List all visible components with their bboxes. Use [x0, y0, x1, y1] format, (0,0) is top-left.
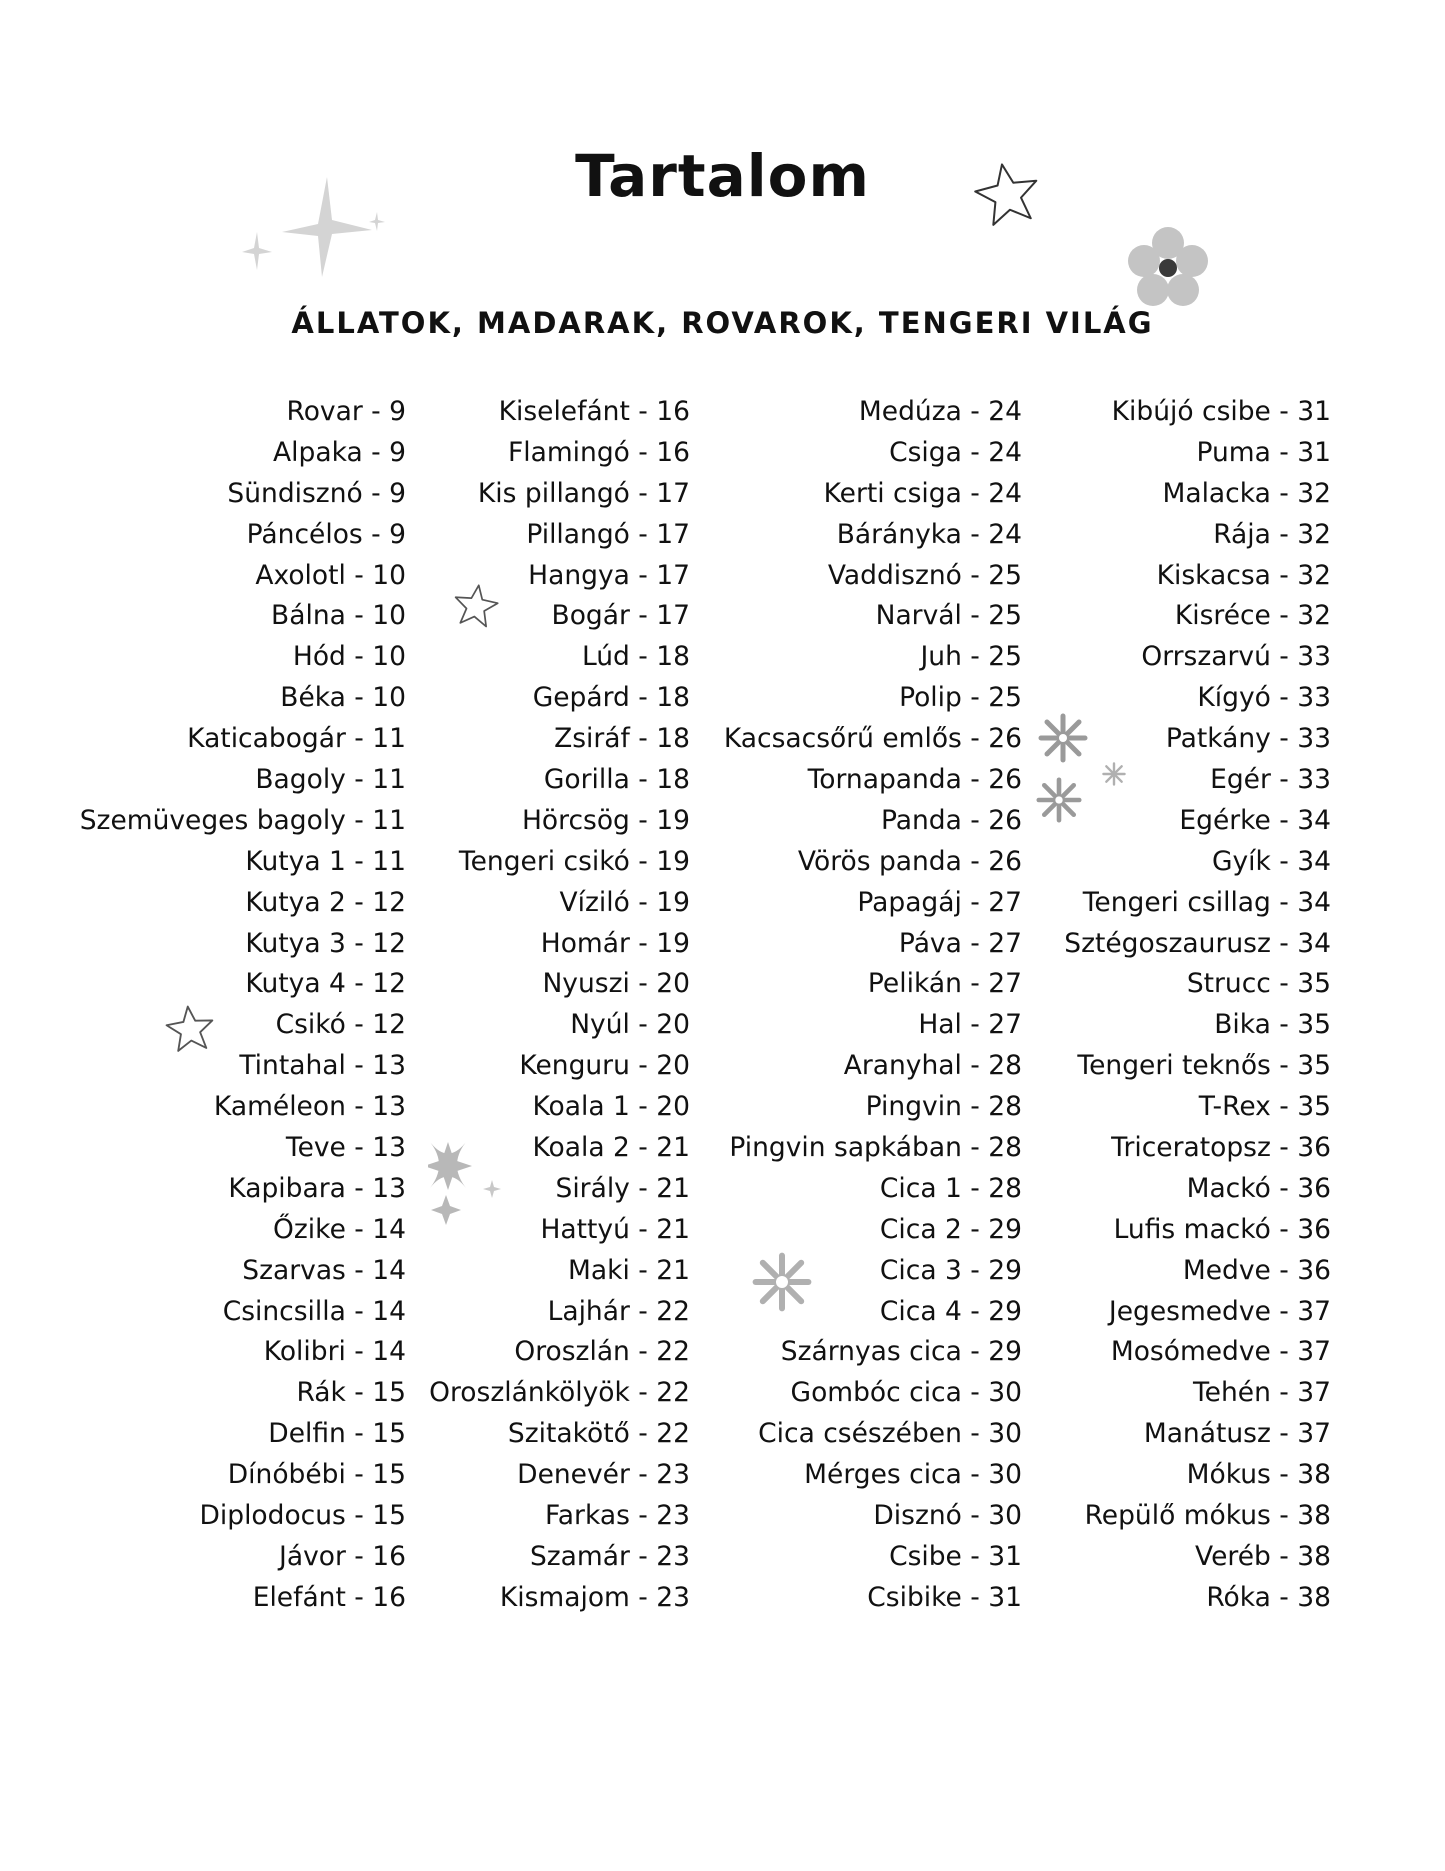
toc-entry: Hód - 10 [292, 641, 406, 673]
toc-entry: Katicabogár - 11 [187, 723, 406, 755]
toc-entry: Lufis mackó - 36 [1113, 1213, 1331, 1245]
toc-entry: Kismajom - 23 [499, 1581, 690, 1613]
toc-entry: Veréb - 38 [1195, 1540, 1331, 1572]
toc-entry: Kiskacsa - 32 [1156, 559, 1331, 591]
toc-entry: Kibújó csibe - 31 [1111, 396, 1331, 427]
toc-entry: Oroszlánkölyök - 22 [429, 1377, 690, 1409]
toc-entry: Repülő mókus - 38 [1084, 1500, 1331, 1532]
toc-entry: Kerti csiga - 24 [823, 477, 1022, 509]
toc-entry: Bika - 35 [1214, 1009, 1331, 1041]
toc-entry: Aranyhal - 28 [843, 1050, 1022, 1082]
toc-entry: Delfin - 15 [268, 1418, 406, 1450]
toc-entry: Csikó - 12 [275, 1009, 406, 1041]
toc-entry: Kapibara - 13 [228, 1172, 406, 1204]
toc-entry: Vaddisznó - 25 [827, 559, 1022, 591]
toc-entry: Cica 2 - 29 [879, 1213, 1022, 1245]
toc-entry: Orrszarvú - 33 [1141, 641, 1331, 673]
toc-entry: Elefánt - 16 [252, 1581, 406, 1613]
toc-column-1 [46, 392, 406, 1619]
toc-entry: Mérges cica - 30 [804, 1459, 1022, 1491]
toc-entry: Bogár - 17 [551, 600, 690, 632]
toc-entry: Csiga - 24 [889, 436, 1022, 468]
toc-entry: Cica csészében - 30 [758, 1418, 1022, 1450]
toc-entry: Kutya 4 - 12 [245, 968, 406, 1000]
toc-entry: Gombóc cica - 30 [790, 1377, 1022, 1409]
toc-entry: Sündisznó - 9 [227, 477, 406, 509]
toc-entry: Kígyó - 33 [1197, 682, 1331, 714]
toc-entry: Rák - 15 [296, 1377, 406, 1409]
toc-entry: Pingvin - 28 [865, 1091, 1022, 1123]
toc-entry: Polip - 25 [899, 682, 1022, 714]
toc-entry: Mosómedve - 37 [1110, 1336, 1331, 1368]
toc-entry: Mackó - 36 [1186, 1172, 1331, 1204]
toc-entry: Papagáj - 27 [857, 886, 1022, 918]
toc-entry: Nyúl - 20 [570, 1009, 690, 1041]
toc-entry: Farkas - 23 [545, 1500, 690, 1532]
toc-entry: Tengeri csillag - 34 [1082, 886, 1331, 918]
toc-entry: Kaméleon - 13 [213, 1091, 406, 1123]
toc-entry: Zsiráf - 18 [554, 723, 690, 755]
toc-entry: Rovar - 9 [286, 396, 406, 427]
flower-icon [1126, 226, 1210, 310]
toc-entry: Gyík - 34 [1211, 845, 1331, 877]
toc-entry: Vörös panda - 26 [797, 845, 1022, 877]
toc-entry: Bárányka - 24 [836, 518, 1022, 550]
toc-entry: Teve - 13 [285, 1132, 406, 1164]
toc-entry: Rája - 32 [1213, 518, 1331, 550]
toc-entry: Páncélos - 9 [246, 518, 406, 550]
toc-entry: Tengeri teknős - 35 [1077, 1050, 1331, 1082]
toc-entry: Kutya 1 - 11 [245, 845, 406, 877]
toc-entry: Diplodocus - 15 [199, 1500, 406, 1532]
toc-entry: Pillangó - 17 [526, 518, 690, 550]
toc-entry: Szitakötő - 22 [507, 1418, 690, 1450]
toc-entry: Nyuszi - 20 [542, 968, 690, 1000]
toc-entry: Panda - 26 [880, 804, 1022, 836]
toc-entry: Bálna - 10 [271, 600, 406, 632]
toc-entry: Medúza - 24 [858, 396, 1022, 427]
toc-entry: Gorilla - 18 [543, 764, 690, 796]
toc-entry: Egér - 33 [1210, 764, 1331, 796]
toc-entry: Cica 3 - 29 [879, 1254, 1022, 1286]
page-title: Tartalom [575, 142, 870, 210]
toc-entry: Flamingó - 16 [508, 436, 690, 468]
toc-entry: Dínóbébi - 15 [227, 1459, 406, 1491]
toc-entry: Disznó - 30 [873, 1500, 1022, 1532]
toc-entry: Strucc - 35 [1186, 968, 1331, 1000]
toc-entry: T-Rex - 35 [1198, 1091, 1331, 1123]
toc-entry: Bagoly - 11 [255, 764, 406, 796]
toc-entry: Szárnyas cica - 29 [780, 1336, 1022, 1368]
toc-entry: Csibe - 31 [889, 1540, 1022, 1572]
toc-entry: Manátusz - 37 [1143, 1418, 1331, 1450]
toc-entry: Kis pillangó - 17 [477, 477, 690, 509]
toc-entry: Víziló - 19 [559, 886, 690, 918]
toc-entry: Szemüveges bagoly - 11 [79, 804, 406, 836]
toc-entry: Béka - 10 [280, 682, 406, 714]
toc-entry: Hörcsög - 19 [522, 804, 690, 836]
toc-entry: Maki - 21 [568, 1254, 690, 1286]
toc-entry: Kolibri - 14 [263, 1336, 406, 1368]
toc-entry: Kenguru - 20 [519, 1050, 690, 1082]
toc-entry: Koala 2 - 21 [532, 1132, 690, 1164]
toc-entry: Lajhár - 22 [547, 1295, 690, 1327]
toc-entry: Patkány - 33 [1165, 723, 1331, 755]
toc-entry: Narvál - 25 [875, 600, 1022, 632]
toc-entry: Szamár - 23 [529, 1540, 690, 1572]
toc-column-3 [682, 392, 1022, 1619]
toc-entry: Szarvas - 14 [242, 1254, 406, 1286]
toc-entry: Medve - 36 [1182, 1254, 1331, 1286]
toc-entry: Kiselefánt - 16 [498, 396, 690, 427]
toc-entry: Tehén - 37 [1192, 1377, 1331, 1409]
toc-entry: Denevér - 23 [517, 1459, 690, 1491]
toc-entry: Cica 1 - 28 [879, 1172, 1022, 1204]
toc-entry: Tengeri csikó - 19 [458, 845, 690, 877]
toc-entry: Gepárd - 18 [532, 682, 690, 714]
toc-entry: Pelikán - 27 [867, 968, 1022, 1000]
toc-entry: Hal - 27 [918, 1009, 1022, 1041]
toc-entry: Koala 1 - 20 [532, 1091, 690, 1123]
toc-entry: Lúd - 18 [581, 641, 690, 673]
toc-entry: Csincsilla - 14 [222, 1295, 406, 1327]
toc-entry: Csibike - 31 [867, 1581, 1022, 1613]
toc-entry: Kutya 2 - 12 [245, 886, 406, 918]
toc-entry: Mókus - 38 [1186, 1459, 1331, 1491]
toc-column-4 [991, 392, 1331, 1619]
toc-entry: Puma - 31 [1196, 436, 1331, 468]
toc-entry: Malacka - 32 [1162, 477, 1331, 509]
toc-entry: Kacsacsőrű emlős - 26 [723, 723, 1022, 755]
toc-entry: Axolotl - 10 [255, 559, 406, 591]
toc-entry: Cica 4 - 29 [879, 1295, 1022, 1327]
toc-entry: Őzike - 14 [273, 1213, 406, 1245]
toc-entry: Egérke - 34 [1179, 804, 1331, 836]
toc-entry: Alpaka - 9 [273, 436, 406, 468]
toc-entry: Hangya - 17 [528, 559, 690, 591]
toc-entry: Hattyú - 21 [540, 1213, 690, 1245]
toc-column-2 [360, 392, 690, 1619]
toc-entry: Oroszlán - 22 [514, 1336, 690, 1368]
toc-entry: Sztégoszaurusz - 34 [1064, 927, 1331, 959]
toc-entry: Tornapanda - 26 [807, 764, 1022, 796]
toc-entry: Kisréce - 32 [1174, 600, 1331, 632]
toc-entry: Juh - 25 [920, 641, 1022, 673]
toc-entry: Pingvin sapkában - 28 [729, 1132, 1022, 1164]
toc-entry: Tintahal - 13 [239, 1050, 406, 1082]
toc-entry: Jegesmedve - 37 [1108, 1295, 1331, 1327]
toc-entry: Kutya 3 - 12 [245, 927, 406, 959]
toc-entry: Jávor - 16 [279, 1540, 406, 1572]
toc-entry: Sirály - 21 [555, 1172, 690, 1204]
toc-entry: Róka - 38 [1206, 1581, 1331, 1613]
toc-entry: Triceratopsz - 36 [1111, 1132, 1331, 1164]
toc-entry: Homár - 19 [540, 927, 690, 959]
toc-entry: Páva - 27 [898, 927, 1022, 959]
section-heading: ÁLLATOK, MADARAK, ROVAROK, TENGERI VILÁG [291, 306, 1154, 340]
